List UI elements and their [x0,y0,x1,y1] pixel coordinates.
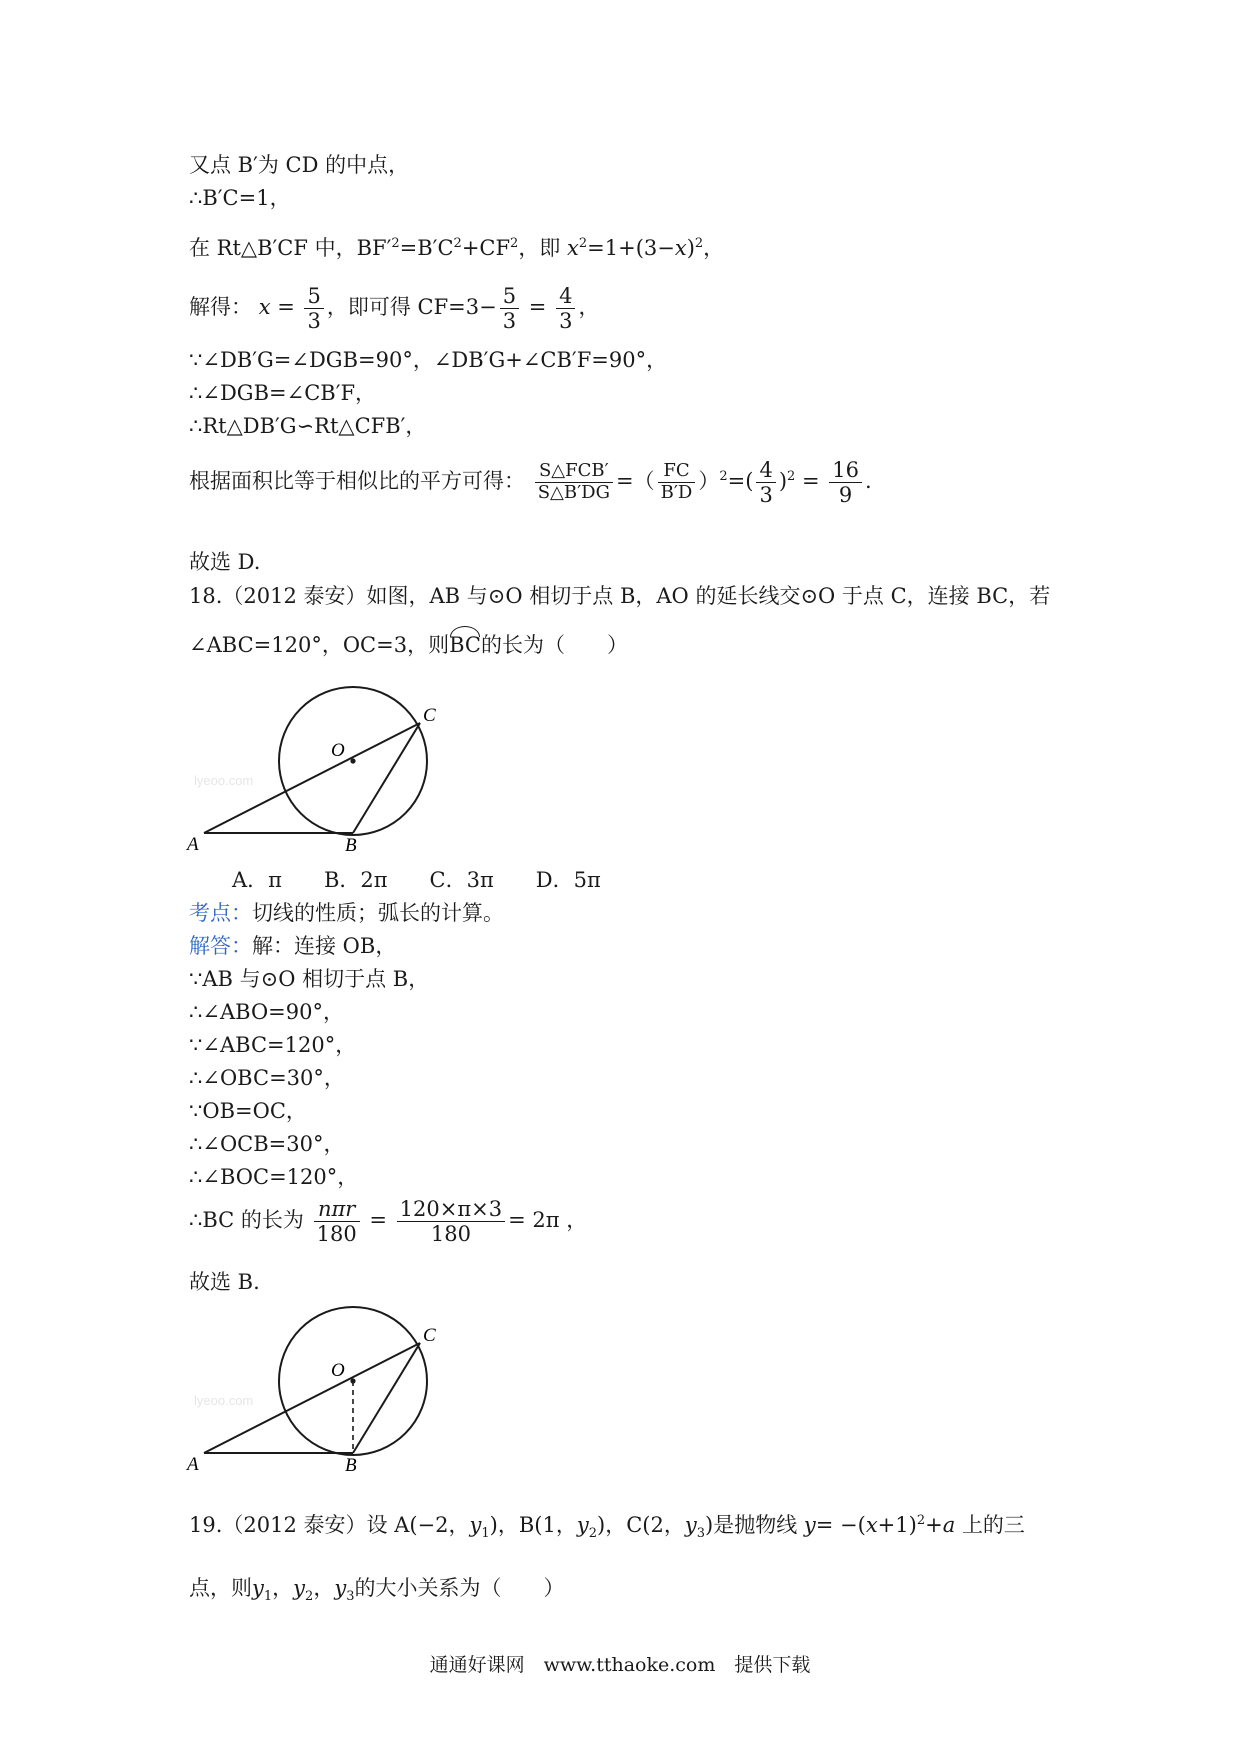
text-line: 又点 B′为 CD 的中点， [189,153,410,177]
text-line: 解得： x = $\frac{5}{3}$ ，即可得 CF=3− $\frac{5}{3}$ = $\frac{4}{3}$ ， [189,284,600,334]
fraction: $\frac{4}{3}$ [756,458,775,507]
label-b: B [345,1455,357,1476]
fraction: $\frac{FC}{B'D}$ [658,461,696,503]
question-stem: ∠ABC=120°，OC=3，则BC的长为（ ） [189,633,628,657]
text-line: ∵AB 与⊙O 相切于点 B， [189,967,430,991]
fraction: $\frac{5}{3}$ [500,284,519,333]
arc-label: BC [449,633,481,657]
fraction: $\frac{\text{nπr}}{180}$ [314,1197,360,1246]
question-stem: 19.（2012 泰安）设 A(−2，$y_1$)，B(1，$y_2$)，C(2，$y_3$)是抛物线 $y= -(x+1)^2+a$ 上的三 [189,1513,1025,1542]
text-line: ∴BC 的长为 $\frac{\text{nπr}}{180}$ = $\frac{120\times\pi\times 3}{180}$ = 2π ， [189,1197,588,1247]
text-line: ∵∠DB′G=∠DGB=90°，∠DB′G+∠CB′F=90°， [189,348,668,372]
text-line: 考点：切线的性质；弧长的计算。 [189,901,504,925]
text-line: ∴B′C=1， [189,186,291,210]
fraction: $\frac{120\times\pi\times 3}{180}$ [397,1197,505,1246]
text-line: ∵∠ABC=120°， [189,1033,357,1057]
label-c: C [423,705,436,726]
question-stem: 18.（2012 泰安）如图，AB 与⊙O 相切于点 B，AO 的延长线交⊙O 于点 C，连接 BC，若 [189,584,1051,608]
kaodian-label: 考点： [189,901,252,925]
text-line: 解答：解：连接 OB， [189,934,397,958]
label-a: A [187,1454,199,1475]
fraction: $\frac{\text{S△FCB′}}{S\triangle B'DG}$ [535,461,613,503]
text-line: 故选 B. [189,1270,260,1294]
center-point [350,1378,355,1383]
fraction: $\frac{5}{3}$ [304,284,323,333]
page-footer: 通通好课网 www.tthaoke.com 提供下载 [429,1654,811,1676]
text-line: ∴∠OBC=30°， [189,1066,345,1090]
text-line: ∴Rt△DB′G∽Rt△CFB′， [189,414,427,438]
label-o: O [331,1360,345,1381]
text-line: 故选 D. [189,550,261,574]
watermark: lyeoo.com [194,773,254,788]
label-o: O [331,740,345,761]
label-b: B [345,835,357,856]
text-line: ∴∠BOC=120°， [189,1165,359,1189]
figure-circle-tangent-solution [180,1290,480,1480]
watermark: lyeoo.com [194,1393,254,1408]
text-line: 在 Rt△B′CF 中，$BF'^2=B'C^2+CF^2$，即 $x^2=1+(3-x)^2$， [189,236,725,260]
figure-circle-tangent [180,670,480,860]
text-line: ∴∠DGB=∠CB′F， [189,381,377,405]
fraction: $\frac{16}{9}$ [829,458,862,507]
question-stem: 点，则$y_1$，$y_2$，$y_3$的大小关系为（ ） [189,1576,565,1605]
label-a: A [187,834,199,855]
text-line: ∴∠ABO=90°， [189,1000,344,1024]
label-c: C [423,1325,436,1346]
text-line: ∴∠OCB=30°， [189,1132,345,1156]
jieda-label: 解答： [189,934,252,958]
answer-options: A．π B．2π C．3π D．5π [232,868,601,892]
text-line: 根据面积比等于相似比的平方可得： $\frac{\text{S△FCB′}}{S\triangle B'DG}$ =（ $\frac{FC}{B'D}$ ）$^2$=( $\frac{4}{3}$ )$^2$ = $\frac{16}{9}$ . [189,458,872,508]
text-line: ∵OB=OC， [189,1099,307,1123]
center-point [350,758,355,763]
fraction: $\frac{4}{3}$ [556,284,575,333]
